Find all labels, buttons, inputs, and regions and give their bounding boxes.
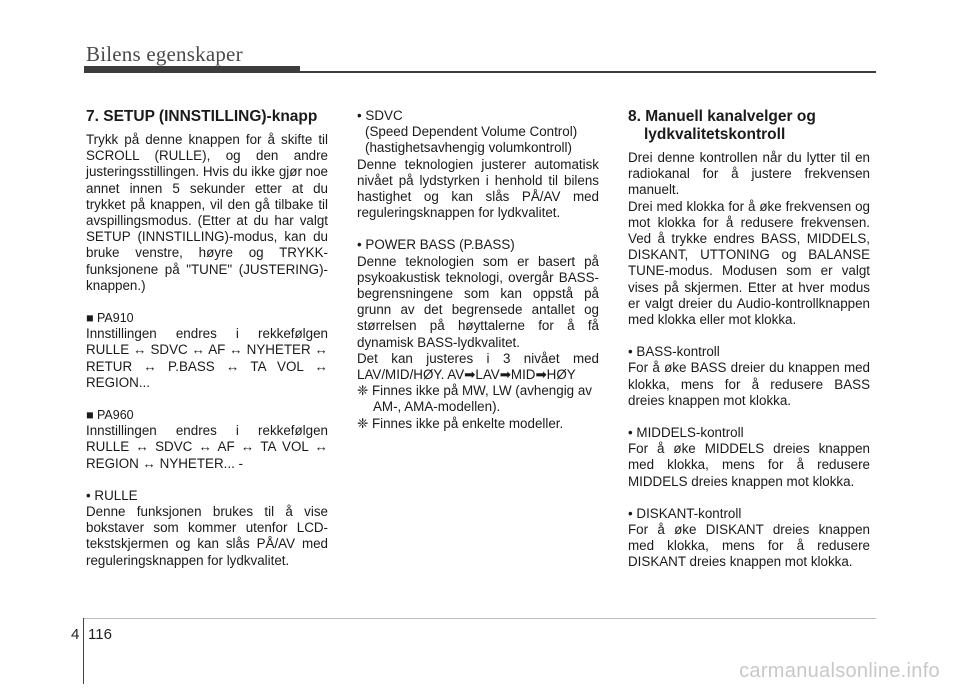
pbass-bullet: • POWER BASS (P.BASS) xyxy=(357,237,515,253)
sdvc-bullet: • SDVC xyxy=(357,108,403,123)
header-rule xyxy=(84,71,876,73)
sdvc-subtitle: (Speed Dependent Volume Control) xyxy=(365,124,578,140)
mid-text: For å øke MIDDELS dreies knappen med klokka, mens for å redusere MIDDELS dreies knappen mot klokka. xyxy=(628,441,870,489)
column-middle xyxy=(357,108,599,432)
tuner-intro-2: Drei med klokka for å øke frekvensen og mot klokka for å redusere frekvensen. Ved å trykke endres BASS, MIDDELS, DISKANT, UTTONING og BALANSE TUNE-modus. Modusen som er valgt vises på skjermen. Etter at hver modus er valgt dreier du Audio-kontrollknappen med klokka eller mot klokka. xyxy=(628,198,870,328)
section-title: Bilens egenskaper xyxy=(86,42,243,66)
bass-text: For å øke BASS dreier du knappen med klokka, mens for å redusere BASS dreies knappen mot klokka. xyxy=(628,360,870,408)
sdvc-subtitle-norwegian: (hastighetsavhengig volumkontroll) xyxy=(365,140,572,156)
bass-bullet: • BASS-kontroll xyxy=(628,344,720,360)
rulle-bullet: • RULLE xyxy=(86,487,138,503)
pa960-marker: ■ PA960 xyxy=(86,408,134,423)
pa910-text: Innstillingen endres i rekkefølgen RULLE ↔ SDVC ↔ AF ↔ NYHETER ↔ RETUR ↔ P.BASS ↔ TA VOL ↔ REGION... xyxy=(86,326,328,390)
note-models: ❈ Finnes ikke på enkelte modeller. xyxy=(357,415,564,431)
pa960-text: Innstillingen endres i rekkefølgen RULLE ↔ SDVC ↔ AF ↔ TA VOL ↔ REGION ↔ NYHETER... - xyxy=(86,423,328,471)
rulle-text: Denne funksjonen brukes til å vise bokstaver som kommer utenfor LCD-tekstskjermen og kan slås PÅ/AV med reguleringsknappen for lydkvalitet. xyxy=(86,504,328,568)
footer-divider xyxy=(83,618,84,684)
page-number: 116 xyxy=(88,626,112,643)
mid-bullet: • MIDDELS-kontroll xyxy=(628,425,744,441)
tuner-heading: 8. Manuell kanalvelger og lydkvalitetskontroll xyxy=(628,108,816,143)
pbass-levels: Det kan justeres i 3 nivået med LAV/MID/HØY. AV➡LAV➡MID➡HØY xyxy=(357,350,599,383)
treble-bullet: • DISKANT-kontroll xyxy=(628,505,742,521)
chapter-number: 4 xyxy=(71,626,80,643)
column-right xyxy=(628,108,870,571)
tuner-intro-1: Drei denne kontrollen når du lytter til en radiokanal for å justere frekvensen manuelt. xyxy=(628,150,870,198)
pbass-text: Denne teknologien som er basert på psykoakustisk teknologi, overgår BASS-begrensningene som kan oppstå på grunn av det begrensede antallet og størrelsen på høyttalerne for å få dynamisk BASS-lydkvalitet. xyxy=(357,253,599,350)
setup-intro: Trykk på denne knappen for å skifte til SCROLL (RULLE), og den andre justeringsstillingen. Hvis du ikke gjør noe annet innen 5 sekunder etter at du trykket på knappen, vil den gå tilbake til avspillingsmodus. (Etter at du har valgt SETUP (INNSTILLING)-modus, kan du bruke venstre, høyre og TRYKK-funksjonene på "TUNE" (JUSTERING)-knappen.) xyxy=(86,132,328,293)
footer-rule xyxy=(83,618,876,619)
watermark: carmanualsonline.info xyxy=(739,660,940,682)
pa910-marker: ■ PA910 xyxy=(86,311,134,326)
setup-heading: 7. SETUP (INNSTILLING)-knapp xyxy=(86,108,318,125)
sdvc-text: Denne teknologien justerer automatisk nivået på lydstyrken i henhold til bilens hastighet og kan slås PÅ/AV med reguleringsknappen for lydkvalitet. xyxy=(357,156,599,221)
treble-text: For å øke DISKANT dreies knappen med klokka, mens for å redusere DISKANT dreies knappen mot klokka. xyxy=(628,522,870,570)
column-left xyxy=(86,108,328,569)
note-mw-lw: ❈ Finnes ikke på MW, LW (avhengig av AM-, AMA-modellen). xyxy=(357,383,592,415)
